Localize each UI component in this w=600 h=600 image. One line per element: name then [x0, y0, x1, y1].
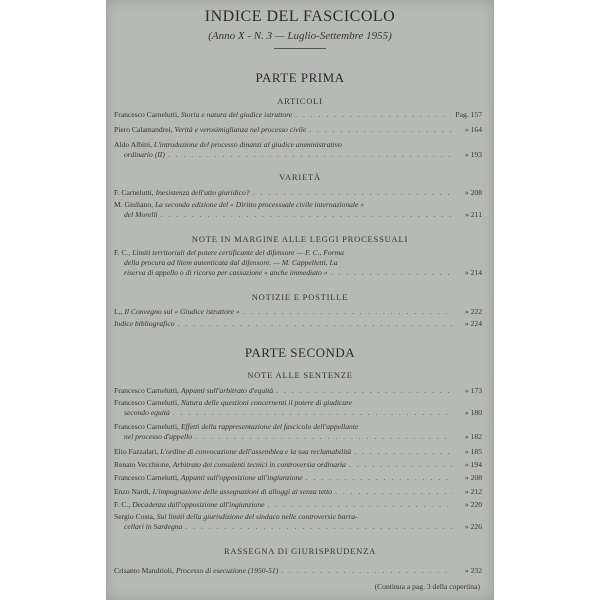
title-divider — [274, 48, 326, 49]
toc-entry — [114, 200, 482, 220]
entry-page: » 220 — [464, 500, 482, 509]
toc-entry — [114, 110, 482, 120]
toc-entry — [114, 307, 482, 317]
entry-page: » 232 — [464, 566, 482, 575]
entry-page: » 193 — [464, 150, 482, 159]
entry-title: L'impugnazione delle assegnazioni di alloggi ai senza tetto — [152, 487, 333, 496]
entry-title-continued: secondo equità — [124, 408, 170, 417]
part-heading-prima: PARTE PRIMA — [255, 70, 345, 85]
part-heading-seconda: PARTE SECONDA — [244, 345, 356, 360]
toc-entry — [114, 422, 482, 442]
entry-title: Sui limiti della giurisdizione del sindaco nelle controversie barra- — [156, 512, 358, 521]
entry-page: » 164 — [464, 125, 482, 134]
entry-title: Natura delle questioni concernenti il potere di giudicare — [180, 398, 353, 407]
entry-author: Renato Vecchione, — [114, 460, 171, 469]
entry-page: » 208 — [464, 473, 482, 482]
entry-page: » 224 — [464, 319, 482, 328]
entry-author: Elio Fazzalari, — [114, 447, 159, 456]
entry-title-continued: cellari in Sardegna — [124, 522, 183, 531]
entry-author: Aldo Albini, — [114, 140, 152, 149]
entry-title: Inesistenza dell'atto giuridico? — [155, 188, 250, 197]
entry-title: Il Convegno sul « Giudice istruttore » — [124, 307, 240, 316]
entry-title: Effetti della rappresentazione del fascicolo dell'appellante — [180, 422, 359, 431]
section-heading-notizie: NOTIZIE E POSTILLE — [251, 292, 349, 302]
toc-entry — [114, 188, 482, 198]
section-heading-note-sentenze: NOTE ALLE SENTENZE — [247, 370, 353, 380]
entry-author: M. Giuliano, — [114, 200, 154, 209]
section-heading-rassegna: RASSEGNA DI GIURISPRUDENZA — [223, 546, 377, 556]
toc-entry — [114, 386, 482, 396]
toc-entry — [114, 473, 482, 483]
entry-title: La seconda edizione del « Diritto processuale civile internazionale » — [154, 200, 365, 209]
section-heading-varieta: VARIETÀ — [279, 172, 321, 182]
entry-title: Appunti sull'arbitrato d'equità — [180, 386, 274, 395]
toc-entry — [114, 319, 482, 329]
entry-page: » 173 — [464, 386, 482, 395]
entry-page: » 211 — [465, 210, 482, 219]
toc-entry — [114, 500, 482, 510]
toc-entry — [114, 125, 482, 135]
entry-author: L., — [114, 307, 123, 316]
entry-title-continued: nel processo d'appello — [124, 432, 192, 441]
entry-author: Francesco Carnelutti, — [114, 110, 179, 119]
entry-page: » 182 — [464, 432, 482, 441]
toc-entry — [114, 447, 482, 457]
entry-title: L'ordine di convocazione dell'assemblea e la sua reclamabilità — [160, 447, 352, 456]
entry-title-continued: della procura ad litem autenticata dal difensore. — M. Cappelletti, La — [124, 258, 338, 267]
entry-title: Limiti territoriali del potere certificante del difensore — F. C., Forma — [132, 248, 344, 257]
entry-page: Pag. 157 — [455, 110, 482, 119]
entry-title: L'introduzione del processo dinanzi al giudice amministrativo — [153, 140, 342, 149]
toc-entry — [114, 512, 482, 532]
entry-title: Arbitrato dei consulenti tecnici in controversia ordinaria — [172, 460, 346, 469]
entry-author: Sergio Costa, — [114, 512, 155, 521]
entry-title: Verità e verosimiglianza nel processo civile — [174, 125, 307, 134]
toc-entry — [114, 566, 482, 576]
entry-author: Crisanto Mandrioli, — [114, 566, 174, 575]
entry-page: » 185 — [464, 447, 482, 456]
entry-author: Francesco Carnelutti, — [114, 386, 179, 395]
entry-page: » 212 — [464, 487, 482, 496]
toc-entry — [114, 248, 482, 278]
entry-title: Processo di esecuzione (1950-51) — [175, 566, 279, 575]
entry-title-continued: ordinario (II) — [124, 150, 165, 159]
entry-page: » 208 — [464, 188, 482, 197]
entry-title: Decadenza dall'opposizione all'ingiunzione — [132, 500, 265, 509]
entry-title-continued: riserva di appello o di ricorso per cassazione « anche immediato » — [124, 268, 328, 277]
toc-entry — [114, 398, 482, 418]
entry-author: Francesco Carnelutti, — [114, 422, 179, 431]
entry-page: » 214 — [464, 268, 482, 277]
entry-author: Enzo Nardi, — [114, 487, 151, 496]
entry-author: F. C., — [114, 248, 131, 257]
continuation-note: (Continua a pag. 3 della copertina) — [374, 582, 480, 591]
entry-title-continued: del Morelli — [124, 210, 158, 219]
entry-page: » 222 — [464, 307, 482, 316]
entry-title: Indice bibliografico — [114, 319, 175, 328]
entry-title: Storia e natura del giudice istruttore — [180, 110, 293, 119]
index-page — [106, 0, 494, 600]
issue-subtitle: (Anno X - N. 3 — Luglio-Settembre 1955) — [208, 30, 392, 42]
entry-author: Francesco Carnelutti, — [114, 398, 179, 407]
section-heading-note-margine: NOTE IN MARGINE ALLE LEGGI PROCESSUALI — [191, 234, 409, 244]
toc-entry — [114, 140, 482, 160]
entry-author: Piero Calamandrei, — [114, 125, 173, 134]
toc-entry — [114, 460, 482, 470]
toc-entry — [114, 487, 482, 497]
entry-page: » 180 — [464, 408, 482, 417]
entry-page: » 194 — [464, 460, 482, 469]
entry-author: F. C., — [114, 500, 131, 509]
page-title: INDICE DEL FASCICOLO — [204, 8, 396, 25]
section-heading-articoli: ARTICOLI — [277, 96, 323, 106]
entry-author: F. Carnelutti, — [114, 188, 154, 197]
entry-author: Francesco Carnelutti, — [114, 473, 179, 482]
entry-title: Appunti sull'opposizione all'ingiunzione — [180, 473, 303, 482]
entry-page: » 226 — [464, 522, 482, 531]
